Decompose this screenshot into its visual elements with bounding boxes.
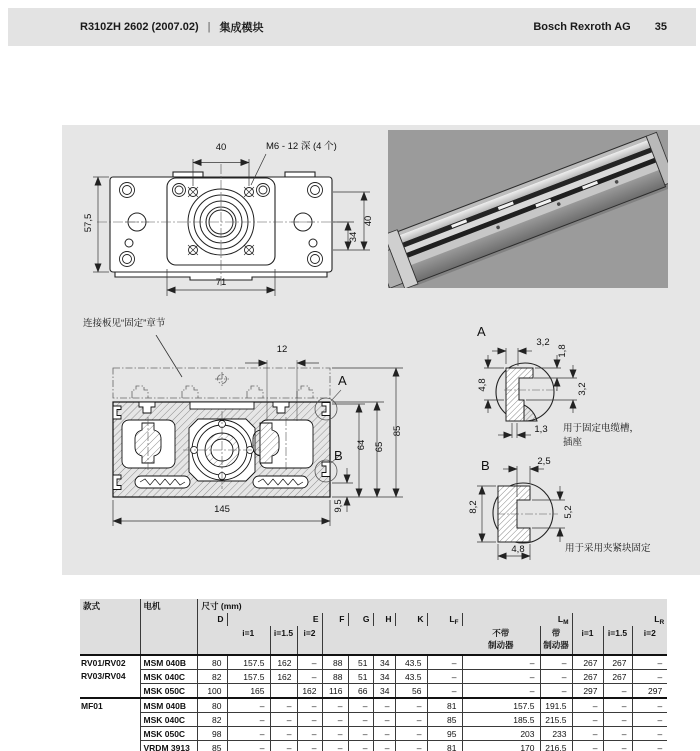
value-cell: – — [632, 670, 667, 684]
value-cell: – — [270, 727, 297, 741]
value-cell: 85 — [197, 741, 227, 751]
motor-cell: MSM 040B — [140, 698, 197, 713]
value-cell: 170 — [462, 741, 540, 751]
value-cell: 267 — [572, 655, 603, 670]
note-connection-plate: 连接板见“固定”章节 — [83, 318, 166, 329]
value-cell: – — [632, 698, 667, 713]
col-header-LR: $L_R$ — [632, 613, 667, 626]
detail-a-dim-top-right: 1,8 — [557, 344, 568, 358]
value-cell: 81 — [427, 741, 462, 751]
value-cell: – — [540, 670, 572, 684]
dim-h-64: 64 — [356, 439, 367, 451]
value-cell: 34 — [373, 655, 395, 670]
value-cell: 157.5 — [227, 655, 270, 670]
value-cell: – — [572, 698, 603, 713]
col-header-brake: 带 制动器 — [540, 626, 572, 655]
value-cell: – — [632, 727, 667, 741]
col-header-style: 款式 — [80, 599, 140, 655]
value-cell: – — [462, 684, 540, 699]
value-cell: – — [373, 741, 395, 751]
product-photo — [388, 130, 668, 288]
detail-a-dim-right: 3,2 — [577, 382, 588, 396]
header-divider: | — [207, 21, 211, 33]
detail-a-dim-bottom: 1,3 — [534, 424, 548, 435]
header-right — [533, 8, 667, 46]
detail-b-dim-top: 2,5 — [537, 456, 551, 467]
spec-table — [80, 599, 667, 751]
value-cell: 95 — [427, 727, 462, 741]
col-header-i1-r: i=1 — [572, 626, 603, 655]
detail-a-note-line2: 插座 — [563, 437, 583, 448]
value-cell: 215.5 — [540, 713, 572, 727]
col-header-i2-r: i=2 — [632, 626, 667, 655]
value-cell: 267 — [603, 655, 632, 670]
motor-cell: MSK 050C — [140, 684, 197, 699]
col-header-i1-e: i=1 — [227, 626, 270, 655]
value-cell: – — [632, 713, 667, 727]
dim-right-34: 34 — [348, 231, 359, 243]
value-cell: 162 — [270, 655, 297, 670]
value-cell: 81 — [427, 698, 462, 713]
value-cell: – — [322, 698, 348, 713]
value-cell: – — [427, 655, 462, 670]
col-header-G: G — [348, 613, 373, 626]
value-cell: – — [462, 655, 540, 670]
value-cell: 297 — [572, 684, 603, 699]
detail-a-profile — [506, 368, 537, 421]
value-cell: – — [572, 713, 603, 727]
value-cell: – — [227, 741, 270, 751]
col-header-K: K — [395, 613, 427, 626]
value-cell: – — [603, 727, 632, 741]
note-leader-line — [156, 335, 182, 377]
value-cell: – — [572, 741, 603, 751]
value-cell: – — [603, 713, 632, 727]
col-header-motor: 电机 — [140, 599, 197, 655]
page-header-bar — [8, 8, 696, 46]
value-cell: 80 — [197, 655, 227, 670]
value-cell: – — [395, 713, 427, 727]
value-cell: 157.5 — [227, 670, 270, 684]
value-cell: 157.5 — [462, 698, 540, 713]
section-label-b: B — [334, 448, 343, 463]
dim-right-40: 40 — [363, 215, 374, 227]
value-cell: – — [373, 698, 395, 713]
page-number: 35 — [654, 21, 667, 33]
value-cell: 88 — [322, 655, 348, 670]
value-cell: 56 — [395, 684, 427, 699]
value-cell — [270, 684, 297, 699]
col-header-i15-r: i=1.5 — [603, 626, 632, 655]
value-cell: 116 — [322, 684, 348, 699]
value-cell: – — [297, 655, 322, 670]
value-cell: – — [322, 727, 348, 741]
detail-b-note: 用于采用夹紧块固定 — [565, 543, 651, 554]
dim-h-65: 65 — [374, 441, 385, 453]
dim-bottom-71: 71 — [215, 277, 227, 288]
value-cell: – — [348, 727, 373, 741]
value-cell: – — [395, 741, 427, 751]
value-cell: 165 — [227, 684, 270, 699]
value-cell: – — [322, 741, 348, 751]
value-cell: 88 — [322, 670, 348, 684]
value-cell: 216.5 — [540, 741, 572, 751]
value-cell: – — [348, 741, 373, 751]
detail-a-note-line1: 用于固定电缆槽， — [563, 423, 640, 434]
value-cell: 34 — [373, 684, 395, 699]
thread-note: M6 - 12 深 (4 个) — [266, 141, 337, 152]
value-cell: – — [297, 727, 322, 741]
motor-cell: MSK 040C — [140, 713, 197, 727]
col-header-E: E — [297, 613, 322, 626]
col-header-i2-e: i=2 — [297, 626, 322, 655]
value-cell: 34 — [373, 670, 395, 684]
value-cell: – — [322, 713, 348, 727]
value-cell: 267 — [572, 670, 603, 684]
value-cell: 203 — [462, 727, 540, 741]
doc-code: R310ZH 2602 (2007.02) — [80, 21, 199, 33]
motor-cell: VRDM 3913 — [140, 741, 197, 751]
detail-a-dim-left: 4,8 — [477, 378, 488, 392]
value-cell: 43.5 — [395, 670, 427, 684]
value-cell: – — [348, 713, 373, 727]
dim-width-145: 145 — [214, 504, 230, 515]
value-cell: – — [632, 655, 667, 670]
dim-h-85: 85 — [392, 425, 403, 437]
doc-title: 集成模块 — [219, 22, 264, 34]
col-header-i15-e: i=1.5 — [270, 626, 297, 655]
value-cell: – — [603, 741, 632, 751]
value-cell: 51 — [348, 655, 373, 670]
col-header-H: H — [373, 613, 395, 626]
value-cell: – — [427, 670, 462, 684]
dim-9-5: 9,5 — [333, 499, 344, 513]
connection-plate-phantom — [113, 368, 330, 398]
section-label-a: A — [338, 373, 347, 388]
detail-b-dim-left: 8,2 — [468, 500, 479, 514]
col-header-LF: $L_F$ — [427, 613, 462, 626]
value-cell: – — [348, 698, 373, 713]
dim-left-57-5: 57,5 — [83, 213, 94, 233]
value-cell: 185.5 — [462, 713, 540, 727]
value-cell: 85 — [427, 713, 462, 727]
detail-a-letter: A — [477, 324, 486, 339]
value-cell: 191.5 — [540, 698, 572, 713]
value-cell: – — [270, 698, 297, 713]
col-header-no-brake: 不带 制动器 — [462, 626, 540, 655]
brand-name: Bosch Rexroth AG — [533, 21, 631, 33]
value-cell: – — [395, 727, 427, 741]
col-header-dims: 尺寸 (mm) — [197, 599, 667, 613]
drawing-top-view — [85, 138, 385, 300]
detail-b-dim-bottom: 4,8 — [511, 544, 525, 555]
value-cell: – — [632, 741, 667, 751]
value-cell: 82 — [197, 670, 227, 684]
value-cell: 162 — [297, 684, 322, 699]
header-left — [80, 8, 264, 46]
value-cell: – — [297, 741, 322, 751]
motor-cell: MSK 040C — [140, 670, 197, 684]
motor-cell: MSM 040B — [140, 655, 197, 670]
value-cell: 267 — [603, 670, 632, 684]
style-cell: RV01/RV02 RV03/RV04 — [80, 655, 140, 698]
value-cell: – — [540, 655, 572, 670]
value-cell: 162 — [270, 670, 297, 684]
value-cell: – — [270, 713, 297, 727]
value-cell: 80 — [197, 698, 227, 713]
table-body — [80, 655, 667, 751]
value-cell: 98 — [197, 727, 227, 741]
value-cell: – — [227, 713, 270, 727]
value-cell: – — [270, 741, 297, 751]
value-cell: – — [373, 713, 395, 727]
value-cell: – — [540, 684, 572, 699]
value-cell: – — [603, 698, 632, 713]
value-cell: 43.5 — [395, 655, 427, 670]
value-cell: – — [395, 698, 427, 713]
col-header-LM: $L_M$ — [540, 613, 572, 626]
value-cell: 51 — [348, 670, 373, 684]
value-cell: – — [297, 670, 322, 684]
value-cell: 100 — [197, 684, 227, 699]
dim-slot-12: 12 — [276, 344, 288, 355]
col-header-D: D — [197, 613, 227, 626]
value-cell: 297 — [632, 684, 667, 699]
value-cell: – — [297, 713, 322, 727]
value-cell: 233 — [540, 727, 572, 741]
value-cell: – — [427, 684, 462, 699]
motor-cell: MSK 050C — [140, 727, 197, 741]
value-cell: – — [462, 670, 540, 684]
dim-top-40: 40 — [215, 142, 227, 153]
value-cell: – — [227, 727, 270, 741]
col-header-F: F — [322, 613, 348, 626]
value-cell: – — [572, 727, 603, 741]
value-cell: – — [603, 684, 632, 699]
detail-a-dim-top: 3,2 — [536, 337, 550, 348]
detail-b-letter: B — [481, 458, 490, 473]
value-cell: – — [297, 698, 322, 713]
value-cell: – — [227, 698, 270, 713]
value-cell: – — [373, 727, 395, 741]
detail-b-dim-right: 5,2 — [563, 505, 574, 519]
value-cell: 66 — [348, 684, 373, 699]
style-cell: MF01 — [80, 698, 140, 751]
value-cell: 82 — [197, 713, 227, 727]
